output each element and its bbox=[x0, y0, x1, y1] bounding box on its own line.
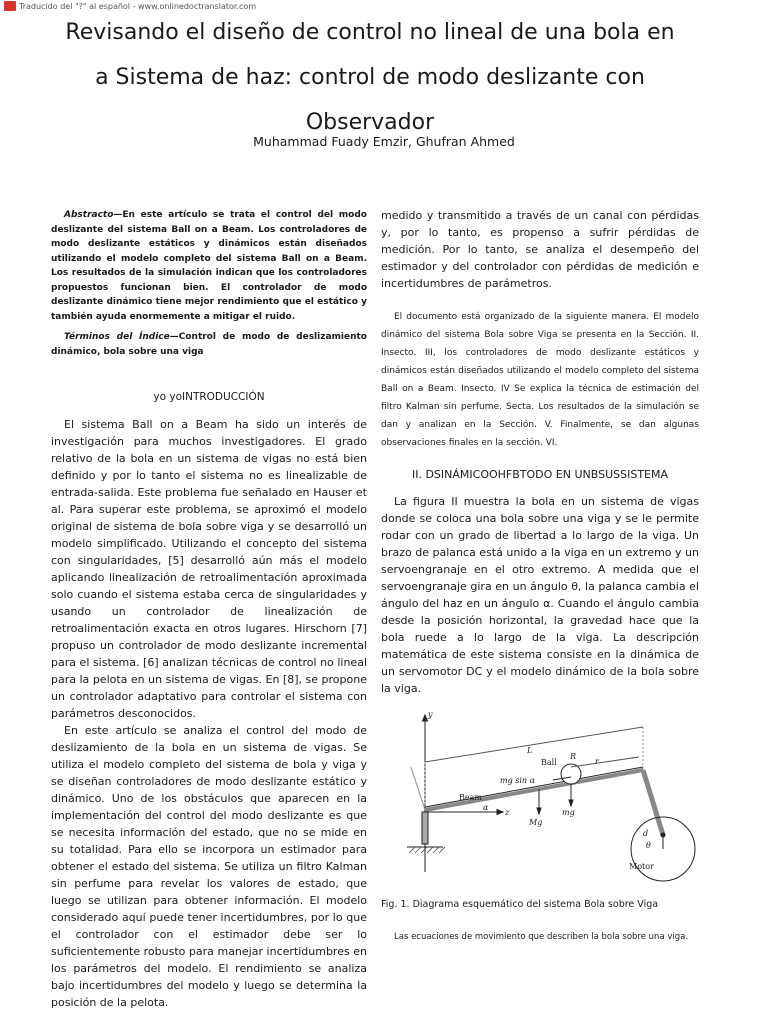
intro-paragraph-1: El sistema Ball on a Beam ha sido un interés de investigación para muchos investigadores. El grado relativo de la bola en un sistema de vigas no está bien definido y por lo tanto el sistema no es linealizable de entrada-salida. Este problema fue señalado en Hauser et al. Para superar este problema, se aproximó el modelo original de sistema de bola sobre viga y se desarrolló un modelo simplificado. Utilizando el concepto del sistema con singularidades, [5] desarrolló aún más el modelo aplicando linealización de retroalimentación aproximada solo cuando el sistema estaba cerca de singularidades y usando un controlador de linealización de retroalimentación exacta en otros lugares. Hirschorn [7] propuso un controlador de modo deslizante incremental para el sistema. [6] analizan técnicas de control no lineal para la pelota en un sistema de vigas. En [8], se propone un controlador adaptativo para controlar el sistema con parámetros desconocidos. bbox=[51, 418, 367, 720]
label-alpha: α bbox=[483, 803, 489, 812]
index-terms bbox=[51, 330, 367, 359]
label-mg: mg bbox=[562, 808, 575, 817]
index-terms-text: —Control de modo de deslizamiento dinámico, bola sobre una viga bbox=[51, 332, 367, 357]
label-L: L bbox=[527, 746, 533, 755]
abstract-label: Abstracto bbox=[64, 210, 114, 220]
label-z: z bbox=[505, 808, 510, 817]
abstract bbox=[51, 208, 367, 324]
pivot-lever bbox=[411, 767, 425, 810]
index-terms-label: Términos del Índice bbox=[64, 332, 170, 342]
ground-hatch bbox=[409, 847, 445, 853]
banner-text: Traducido del "?" al español - www.onlinedoctranslator.com bbox=[19, 1, 257, 11]
label-Mg: Mg bbox=[529, 818, 543, 827]
paper-title bbox=[40, 10, 700, 145]
beam-edge bbox=[425, 767, 643, 807]
right-paragraph-1: medido y transmitido a través de un canal con pérdidas y, por lo tanto, es propenso a sufrir pérdidas de medición. Por lo tanto, se analiza el desempeño del estimador y del controlador con pérdidas de medición e incertidumbres de parámetros. bbox=[381, 209, 699, 290]
equations-intro: Las ecuaciones de movimiento que describen la bola sobre una viga. bbox=[394, 932, 689, 942]
dimension-r bbox=[571, 757, 639, 767]
section-1-heading: yo yoINTRODUCCIÓN bbox=[153, 391, 265, 403]
z-axis-arrow bbox=[497, 810, 503, 815]
left-column bbox=[51, 208, 367, 1011]
title-line-1: Revisando el diseño de control no lineal de una bola en bbox=[65, 20, 675, 45]
label-y: y bbox=[428, 710, 433, 719]
translator-logo-icon bbox=[4, 1, 16, 11]
force-mg-arrowhead bbox=[569, 800, 573, 806]
right-column bbox=[381, 207, 699, 946]
lever-arm bbox=[643, 770, 663, 835]
right-paragraph-2: El documento está organizado de la siguiente manera. El modelo dinámico del sistema Bola sobre Viga se presenta en la Sección. II. Insecto. III, los controladores de modo deslizante estáticos y dinámicos están diseñados utilizando el modelo completo del sistema Ball on a Beam. Insecto. IV Se explica la técnica de estimación del filtro Kalman sin perfume. Secta. Los resultados de la simulación se dan y analizan en la Sección. V. Finalmente, se dan algunas observaciones finales en la sección. VI. bbox=[381, 312, 699, 448]
support-post bbox=[422, 812, 428, 844]
right-paragraph-3: La figura II muestra la bola en un sistema de vigas donde se coloca una bola sobre una viga y se le permite rodar con un grado de libertad a lo largo de la viga. Un brazo de palanca está unido a la viga en un extremo y un servoengranaje en el otro extremo. A medida que el servoengranaje gira en un ángulo θ, la palanca cambia el ángulo del haz en un ángulo α. Cuando el ángulo cambia desde la posición horizontal, la gravedad hace que la bola ruede a lo largo de la viga. La descripción matemática de este sistema consiste en la dinámica de un servomotor DC y el modelo dinámico de la bola sobre la viga. bbox=[381, 495, 699, 695]
title-line-3: Observador bbox=[305, 110, 435, 135]
label-motor: Motor bbox=[629, 862, 654, 871]
y-axis-arrow bbox=[423, 715, 428, 721]
force-Mg-arrowhead bbox=[537, 808, 541, 814]
label-mgsin: mg sin α bbox=[500, 776, 536, 785]
dimension-L bbox=[425, 727, 643, 762]
label-d: d bbox=[643, 829, 649, 838]
intro-paragraph-2: En este artículo se analiza el control del modo de deslizamiento de la bola en un sistema de vigas. Se utiliza el modelo completo del sistema de bola y viga y se diseñan controladores de modo deslizante estático y dinámico. Uno de los obstáculos que aparecen en la implementación del control del modo deslizante es que se necesita información del estado, que no se mide en su totalidad. Para ello se incorpora un estimador para obtener el estado del sistema. Se utiliza un filtro Kalman sin perfume para revelar los valores de estado, que luego se utilizan para obtener información. El modelo considerado aquí puede tener incertidumbres, por lo que el controlador con el estimador debe ser lo suficientemente robusto para manejar incertidumbres en los parámetros del modelo. El rendimiento se analiza bajo incertidumbres del modelo y luego se determina la posición de la pelota. bbox=[51, 724, 367, 1009]
label-r: r bbox=[595, 757, 599, 766]
label-beam: Beam bbox=[459, 793, 482, 802]
abstract-text: —En este artículo se trata el control del modo deslizante del sistema Ball on a Beam. Los controladores de modo deslizante estáticos y dinámicos están diseñados utilizando el modelo completo del sistema Ball on a Beam. Los resultados de la simulación indican que los controladores propuestos funcionan bien. El controlador de modo deslizante dinámico tiene mejor rendimiento que el estático y también ayuda enormemente a mitigar el ruido. bbox=[51, 210, 367, 322]
title-line-2: a Sistema de haz: control de modo deslizante con bbox=[95, 65, 645, 90]
section-2-heading: II. DSINÁMICOOHFBTODO EN UNBSUSSISTEMA bbox=[411, 468, 669, 481]
ball-beam-diagram bbox=[381, 707, 699, 887]
label-theta: θ bbox=[646, 841, 651, 850]
figure-caption: Fig. 1. Diagrama esquemático del sistema Bola sobre Viga bbox=[381, 899, 659, 910]
authors: Muhammad Fuady Emzir, Ghufran Ahmed bbox=[253, 134, 515, 149]
label-ball: Ball bbox=[541, 758, 557, 767]
label-R: R bbox=[570, 752, 577, 761]
